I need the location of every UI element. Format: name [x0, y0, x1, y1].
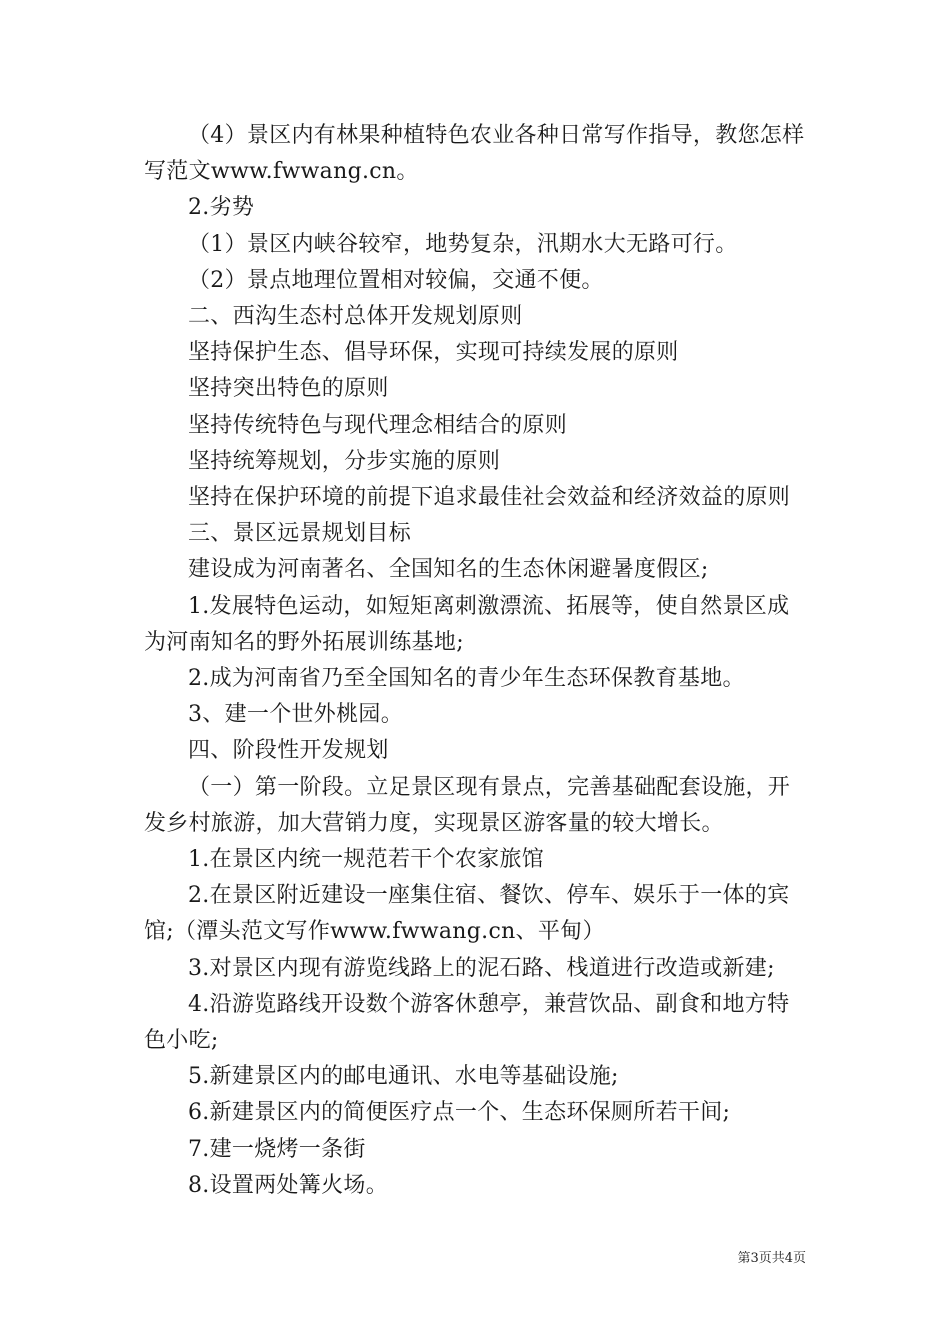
paragraph: 2.劣势 — [188, 195, 255, 221]
paragraph: 坚持突出特色的原则 — [188, 376, 389, 402]
paragraph: （2）景点地理位置相对较偏，交通不便。 — [188, 267, 604, 293]
paragraph: （一）第一阶段。立足景区现有景点，完善基础配套设施，开发乡村旅游，加大营销力度，实现景区游客量的较大增长。 — [144, 774, 791, 836]
paragraph: 3、建一个世外桃园。 — [188, 702, 403, 728]
paragraph: 建设成为河南著名、全国知名的生态休闲避暑度假区; — [188, 557, 709, 583]
paragraph: 1.发展特色运动，如短矩离刺激漂流、拓展等，使自然景区成为河南知名的野外拓展训练基地; — [144, 593, 790, 655]
paragraph: 1.在景区内统一规范若干个农家旅馆 — [188, 847, 545, 873]
paragraph: 坚持统筹规划，分步实施的原则 — [188, 448, 501, 474]
paragraph: 8.设置两处篝火场。 — [188, 1172, 388, 1198]
paragraph: 坚持保护生态、倡导环保，实现可持续发展的原则 — [188, 340, 679, 366]
paragraph: 4.沿游览路线开设数个游客休憩亭，兼营饮品、副食和地方特色小吃; — [144, 991, 790, 1054]
paragraph: 2.成为河南省乃至全国知名的青少年生态环保教育基地。 — [188, 666, 745, 692]
section-heading: 三、景区远景规划目标 — [188, 521, 412, 547]
paragraph: 坚持在保护环境的前提下追求最佳社会效益和经济效益的原则 — [188, 485, 791, 511]
document-body — [144, 118, 808, 1204]
paragraph: 6.新建景区内的简便医疗点一个、生态环保厕所若干间; — [188, 1100, 731, 1126]
paragraph: 7.建一烧烤一条街 — [188, 1136, 366, 1162]
section-heading: 二、西沟生态村总体开发规划原则 — [188, 304, 523, 330]
paragraph: （4）景区内有林果种植特色农业各种日常写作指导，教您怎样写范文www.fwwang.cn。 — [144, 123, 805, 185]
paragraph: （1）景区内峡谷较窄，地势复杂，汛期水大无路可行。 — [188, 231, 738, 257]
page-number: 第3页共4页 — [737, 1251, 806, 1266]
paragraph: 3.对景区内现有游览线路上的泥石路、栈道进行改造或新建; — [188, 955, 775, 981]
paragraph: 5.新建景区内的邮电通讯、水电等基础设施; — [188, 1064, 619, 1090]
paragraph: 坚持传统特色与现代理念相结合的原则 — [188, 412, 568, 438]
section-heading: 四、阶段性开发规划 — [188, 738, 389, 764]
paragraph: 2.在景区附近建设一座集住宿、餐饮、停车、娱乐于一体的宾馆;（潭头范文写作www.fwwang.cn、平甸） — [144, 883, 790, 945]
